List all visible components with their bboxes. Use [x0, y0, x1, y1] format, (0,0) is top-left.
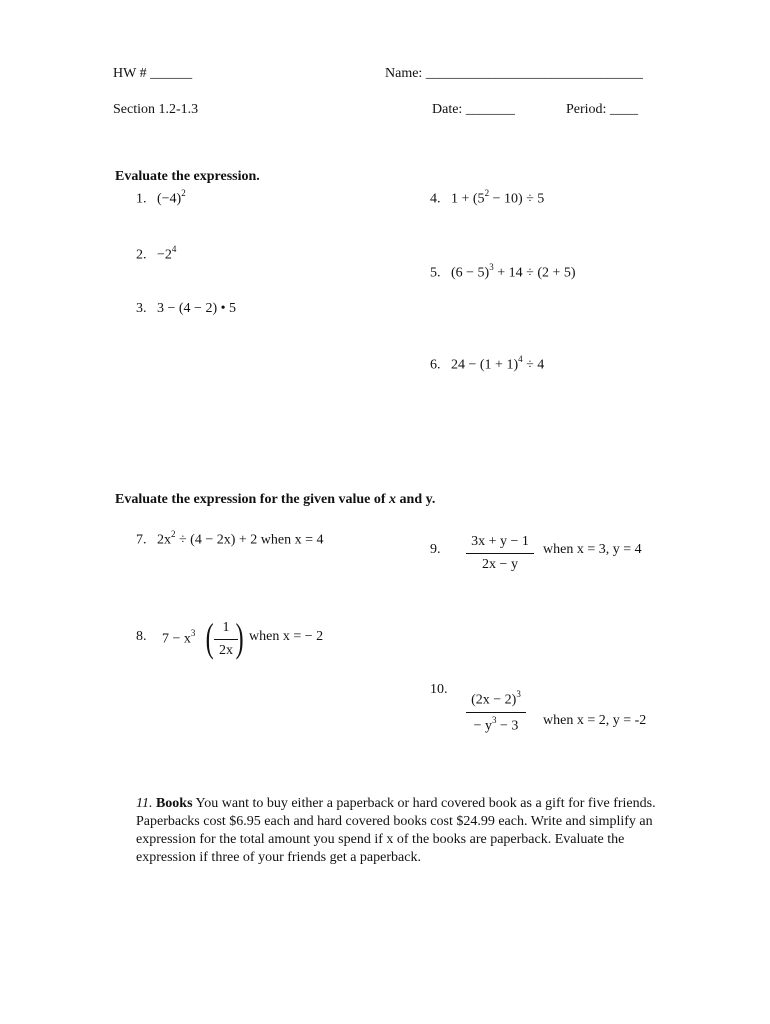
fraction-denominator: 2x − y [482, 557, 518, 572]
fraction-numerator: 3x + y − 1 [471, 534, 529, 549]
problem-expression: 3 − (4 − 2) • 5 [157, 301, 237, 316]
exponent: 3 [190, 628, 196, 638]
numerator-expression: (2x − 2) [471, 692, 517, 708]
problem-4 [430, 189, 544, 208]
problem-number: 3. [136, 301, 147, 316]
fraction-bar [214, 639, 238, 640]
exponent: 4 [518, 354, 523, 364]
problem-11 [136, 795, 666, 867]
exponent: 2 [171, 529, 176, 539]
problem-expression: (−4) [157, 191, 182, 207]
section-label: Section 1.2-1.3 [113, 102, 199, 117]
problem-number: 4. [430, 191, 441, 207]
problem-expression-a: 1 + (5 [451, 191, 485, 207]
problem-expression-b: ÷ (4 − 2x) + 2 when x = 4 [175, 532, 324, 548]
problem-text: You want to buy either a paperback or hard covered book as a gift for five friends. Paperbacks cost $6.95 each and hard covered books cost $24.99 each. Write and simplify an expression for the total amount you spend if x of the books are paperback. Evaluate the expression if three of your friends get a paperback. [136, 796, 656, 865]
problem-8-expression [162, 629, 195, 648]
problem-9-number: 9. [430, 542, 441, 557]
problem-8-number: 8. [136, 629, 147, 644]
problem-number: 7. [136, 532, 147, 548]
heading-text-b: and y. [396, 492, 436, 507]
problem-expression: −2 [157, 247, 172, 263]
problem-expression-a: 24 − (1 + 1) [451, 357, 519, 373]
fraction-numerator: 1 [222, 620, 230, 635]
problem-1 [136, 189, 186, 208]
heading-text-a: Evaluate the expression for the given value of [115, 492, 390, 507]
fraction-numerator [466, 690, 526, 709]
fraction-denominator [466, 716, 526, 735]
problem-9-when: when x = 3, y = 4 [543, 542, 642, 557]
exponent: 4 [171, 244, 177, 254]
date-field: Date: _______ [432, 102, 515, 117]
problem-9-fraction [466, 534, 534, 573]
fraction-bar [466, 553, 534, 554]
problem-3 [136, 301, 236, 317]
fraction-denominator: 2x [219, 643, 233, 658]
exponent: 2 [181, 188, 186, 198]
problem-expression-b: + 14 ÷ (2 + 5) [493, 265, 576, 281]
problem-number: 6. [430, 357, 441, 373]
problem-2 [136, 245, 176, 264]
period-field: Period: ____ [566, 102, 638, 117]
exponent: 2 [484, 188, 490, 198]
problem-5 [430, 263, 576, 282]
problem-expression-a: 2x [157, 532, 171, 548]
right-paren: ) [235, 615, 244, 660]
problem-7 [136, 530, 324, 549]
problem-title: Books [155, 796, 193, 811]
exponent: 3 [489, 262, 494, 272]
denominator-expression-b: − 3 [496, 718, 519, 734]
problem-number: 2. [136, 247, 147, 263]
left-paren: ( [205, 615, 214, 660]
problem-expression-b: ÷ 4 [522, 357, 545, 373]
denominator-expression-a: − y [473, 718, 492, 734]
numerator-exponent: 3 [516, 689, 521, 699]
problem-number: 11. [136, 796, 153, 811]
problem-10-fraction [466, 690, 526, 734]
part1-heading: Evaluate the expression. [115, 169, 260, 184]
name-field: Name: _______________________________ [385, 66, 643, 81]
problem-expression-a: 7 − x [162, 631, 191, 647]
problem-10-number: 10. [430, 682, 448, 697]
heading-variable: x [389, 492, 397, 507]
fraction-bar [466, 712, 526, 713]
problem-number: 1. [136, 191, 147, 207]
problem-10-when: when x = 2, y = -2 [543, 713, 647, 728]
denominator-exponent: 3 [492, 714, 497, 725]
problem-8-when: when x = − 2 [249, 629, 324, 644]
problem-expression-a: (6 − 5) [451, 265, 490, 281]
problem-6 [430, 355, 544, 374]
problem-expression-b: − 10) ÷ 5 [489, 191, 545, 207]
problem-number: 5. [430, 265, 441, 281]
hw-field: HW # ______ [113, 66, 193, 81]
problem-8-fraction [214, 620, 238, 659]
part2-heading [115, 492, 435, 508]
